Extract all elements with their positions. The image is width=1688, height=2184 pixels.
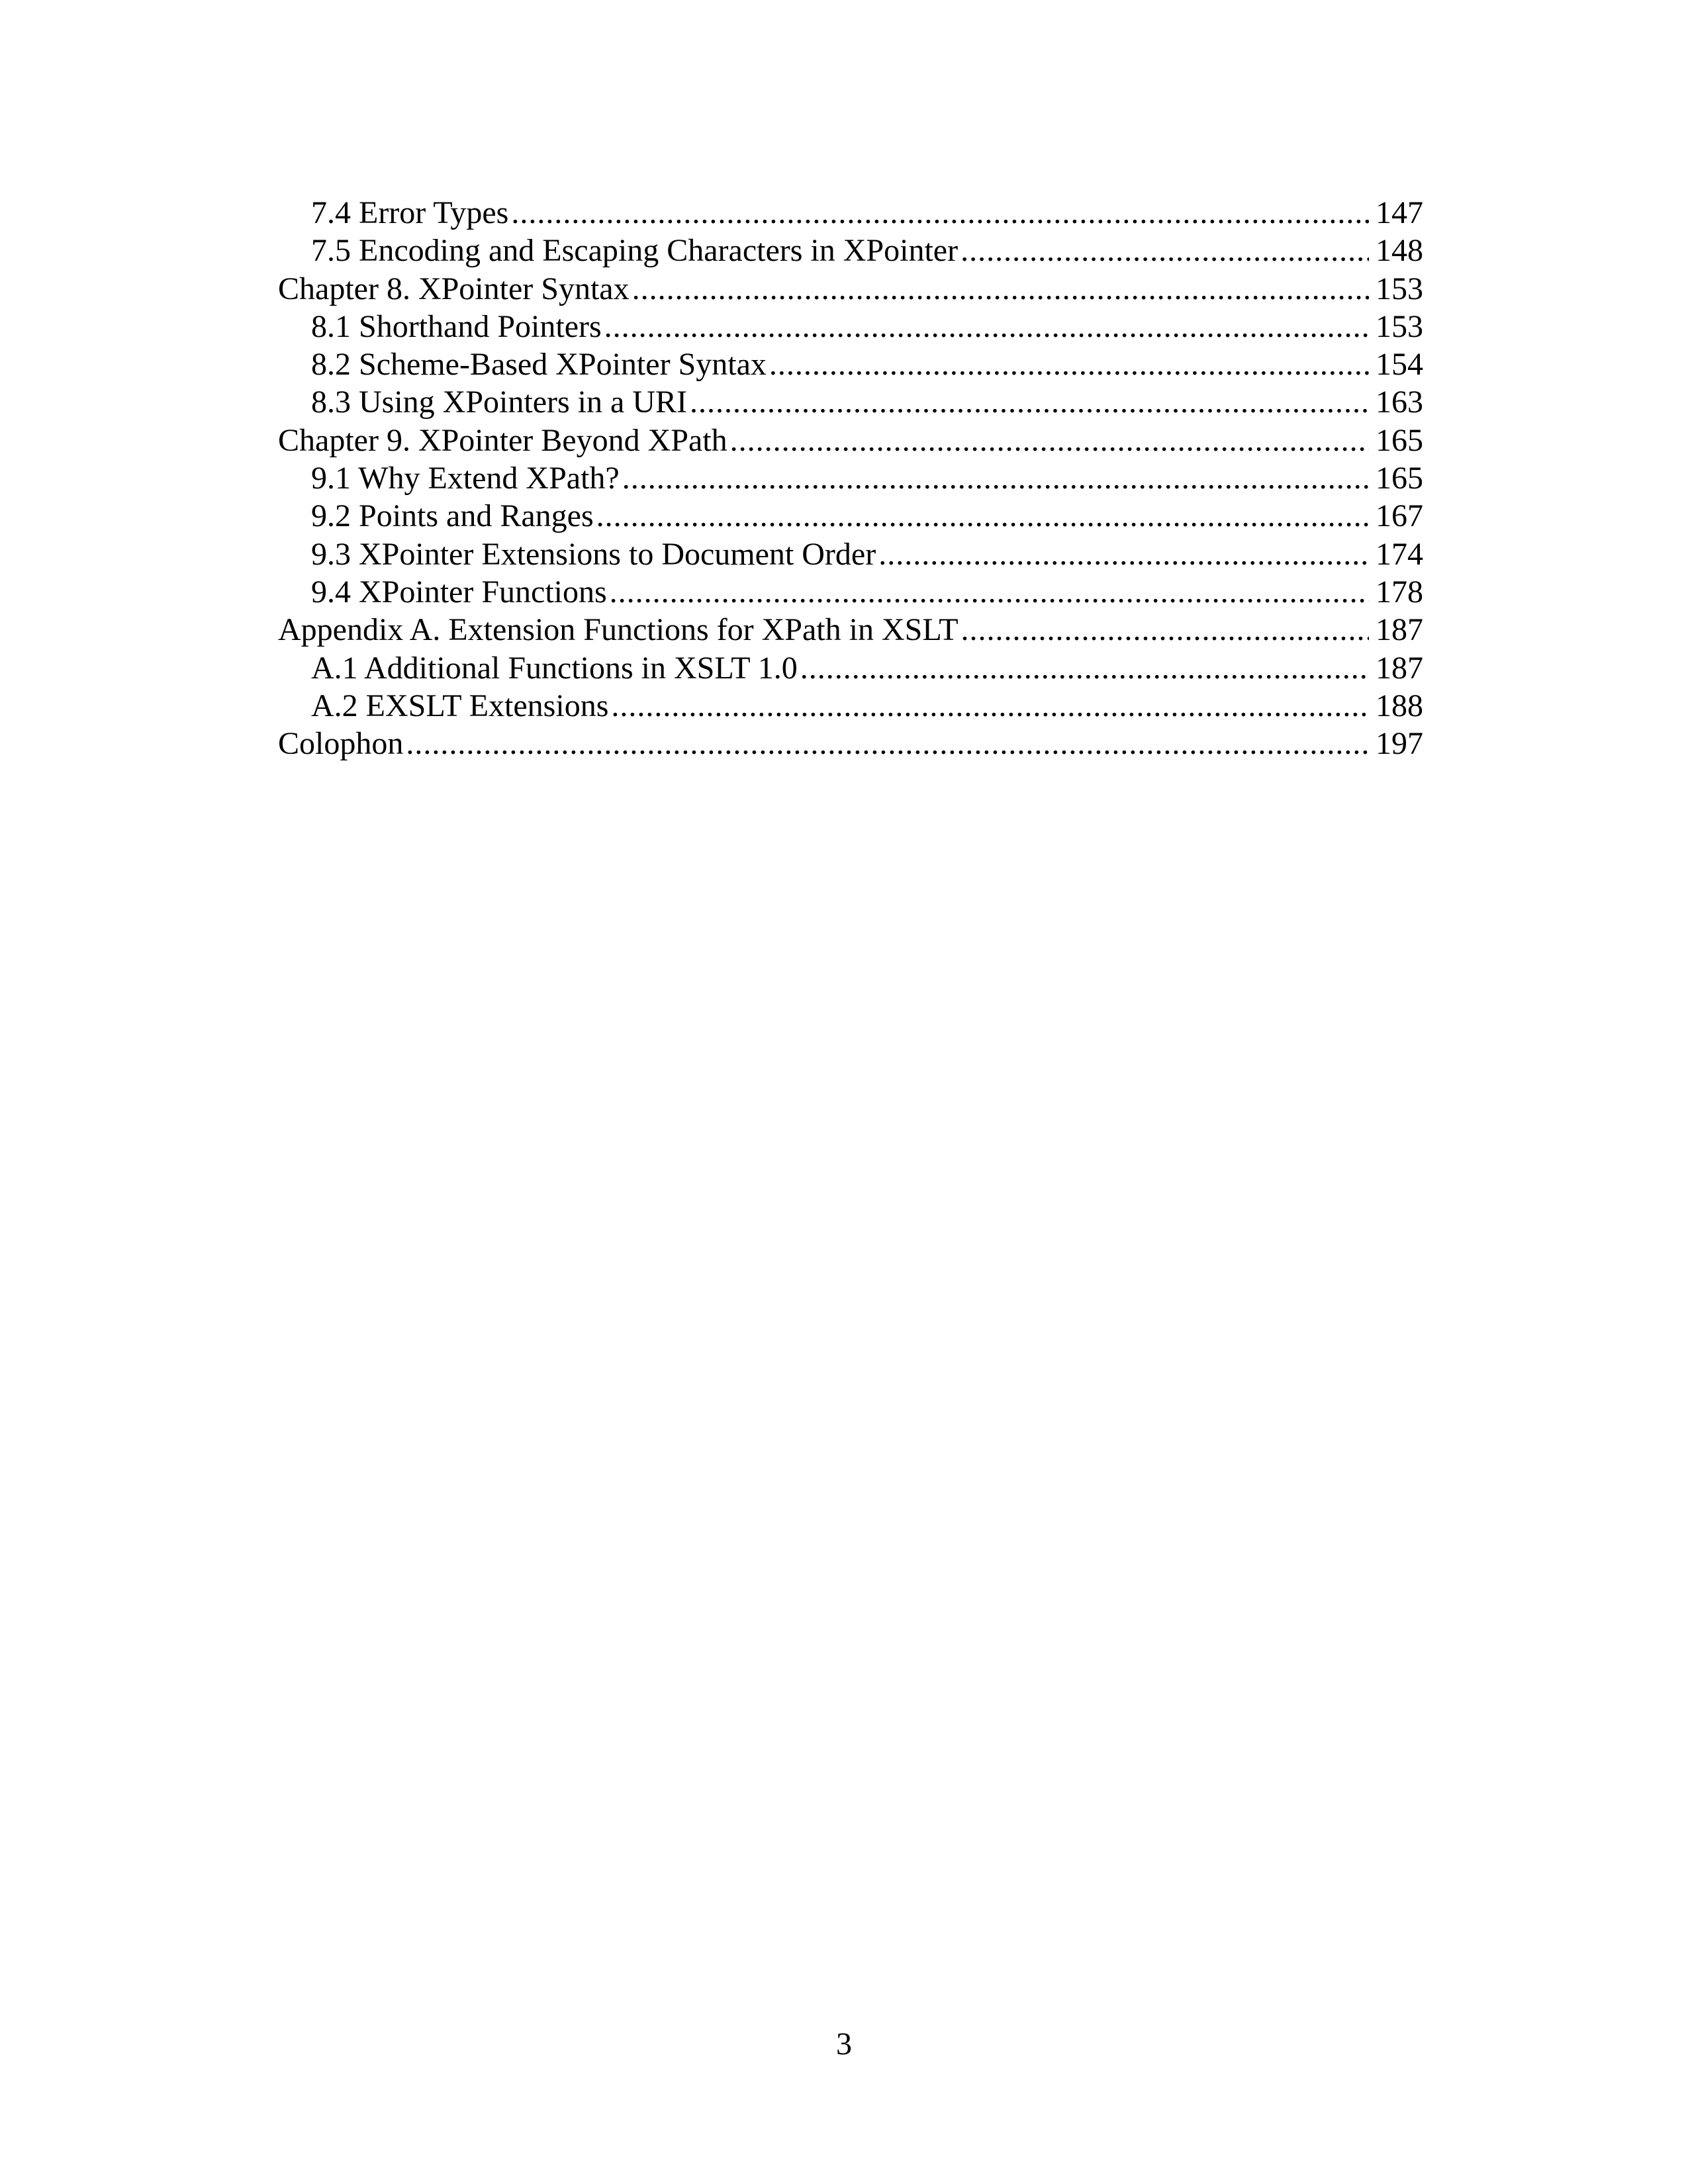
toc-entry-title: 7.5 Encoding and Escaping Characters in XPointer (311, 233, 959, 269)
toc-dot-leader (406, 725, 1369, 762)
toc-entry-page: 178 (1376, 574, 1423, 610)
toc-dot-leader (878, 535, 1369, 573)
toc-entry-page: 167 (1376, 498, 1423, 534)
toc-entry-title: 9.3 XPointer Extensions to Document Order (311, 536, 876, 572)
toc-dot-leader (611, 687, 1369, 725)
toc-entry-7-4[interactable] (278, 194, 1423, 232)
toc-entry-title: 7.4 Error Types (311, 195, 509, 230)
toc-entry-title: Appendix A. Extension Functions for XPath in XSLT (278, 612, 959, 648)
toc-entry-8-2[interactable] (278, 345, 1423, 383)
toc-entry-page: 187 (1376, 612, 1423, 648)
toc-dot-leader (800, 649, 1369, 687)
toc-entry-page: 174 (1376, 536, 1423, 572)
toc-entry-title: Chapter 8. XPointer Syntax (278, 271, 630, 306)
toc-entry-chapter-8[interactable] (278, 270, 1423, 308)
toc-entry-title: 8.2 Scheme-Based XPointer Syntax (311, 347, 767, 383)
toc-dot-leader (690, 383, 1369, 421)
toc-entry-page: 197 (1376, 726, 1423, 762)
toc-entry-8-1[interactable] (278, 308, 1423, 345)
toc-entry-page: 153 (1376, 308, 1423, 344)
toc-entry-page: 163 (1376, 385, 1423, 420)
toc-entry-title: 8.3 Using XPointers in a URI (311, 385, 687, 420)
toc-entry-page: 165 (1376, 461, 1423, 496)
toc-dot-leader (961, 611, 1369, 649)
toc-entry-page: 188 (1376, 688, 1423, 723)
toc-entry-page: 187 (1376, 650, 1423, 686)
toc-entry-title: 8.1 Shorthand Pointers (311, 308, 602, 344)
toc-dot-leader (622, 459, 1369, 497)
toc-entry-9-2[interactable] (278, 497, 1423, 535)
toc-dot-leader (961, 232, 1369, 269)
toc-entry-title: Chapter 9. XPointer Beyond XPath (278, 422, 727, 458)
toc-entry-appendix-a[interactable] (278, 611, 1423, 649)
toc-dot-leader (632, 270, 1369, 308)
toc-entry-title: 9.1 Why Extend XPath? (311, 461, 620, 496)
toc-entry-colophon[interactable] (278, 725, 1423, 762)
toc-entry-page: 148 (1376, 233, 1423, 269)
toc-dot-leader (610, 573, 1369, 611)
toc-dot-leader (596, 497, 1369, 535)
toc-entry-7-5[interactable] (278, 232, 1423, 269)
toc-entry-page: 147 (1376, 195, 1423, 230)
page-number: 3 (836, 2026, 852, 2062)
toc-entry-page: 153 (1376, 271, 1423, 306)
table-of-contents (278, 194, 1423, 762)
toc-entry-title: A.2 EXSLT Extensions (311, 688, 609, 723)
toc-entry-title: 9.2 Points and Ranges (311, 498, 594, 534)
toc-entry-a-1[interactable] (278, 649, 1423, 687)
toc-entry-9-1[interactable] (278, 459, 1423, 497)
toc-entry-title: Colophon (278, 726, 404, 762)
toc-entry-a-2[interactable] (278, 687, 1423, 725)
toc-entry-title: 9.4 XPointer Functions (311, 574, 607, 610)
toc-entry-title: A.1 Additional Functions in XSLT 1.0 (311, 650, 798, 686)
toc-entry-page: 165 (1376, 422, 1423, 458)
toc-entry-9-3[interactable] (278, 535, 1423, 573)
toc-dot-leader (511, 194, 1369, 232)
toc-dot-leader (730, 422, 1369, 459)
toc-entry-9-4[interactable] (278, 573, 1423, 611)
toc-entry-page: 154 (1376, 347, 1423, 383)
toc-dot-leader (604, 308, 1369, 345)
toc-entry-chapter-9[interactable] (278, 422, 1423, 459)
toc-entry-8-3[interactable] (278, 383, 1423, 421)
toc-dot-leader (769, 345, 1369, 383)
